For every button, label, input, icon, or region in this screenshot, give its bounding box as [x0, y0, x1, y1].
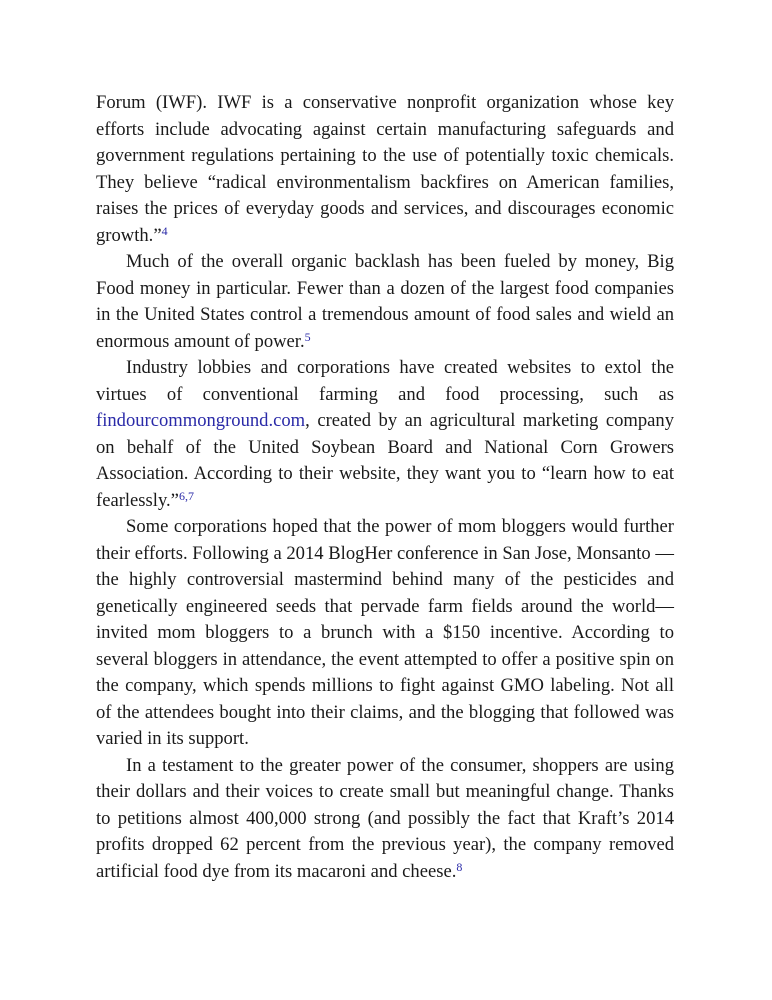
- footnote-4-marker[interactable]: 4: [161, 223, 168, 238]
- paragraph-text: In a testament to the greater power of the consumer, shoppers are using their dollars and their voices to create small but meaningful change. Thanks to petitions almost 400,000 strong (and possibly the fact that Kraft’s 2014 profits dropped 62 percent from the previous year), the company removed artificial food dye from its macaroni and cheese.: [96, 754, 674, 882]
- paragraph-consumer-power: [96, 753, 674, 886]
- footnote-8-marker[interactable]: 8: [456, 859, 463, 874]
- website-link[interactable]: findourcommonground.com: [96, 410, 306, 431]
- paragraph-text: Forum (IWF). IWF is a conservative nonprofit organization whose key efforts include advocating against certain manufacturing safeguards and government regulations pertaining to the use of potentially toxic chemicals. They believe “radical environmentalism backfires on American families, raises the prices of everyday goods and services, and discourages economic growth.”: [96, 92, 674, 246]
- paragraph-text-after: , created by an agricultural marketing company on behalf of the United Soybean Board and National Corn Growers Association. According to their website, they want you to “learn how to eat fearlessly.”: [96, 410, 674, 511]
- paragraph-mom-bloggers: [96, 514, 674, 753]
- paragraph-text: Much of the overall organic backlash has been fueled by money, Big Food money in particular. Fewer than a dozen of the largest food companies in the United States control a tremendous amount of food sales and wield an enormous amount of power.: [96, 251, 674, 352]
- paragraph-iwf: [96, 90, 674, 249]
- footnote-6-7-marker[interactable]: 6,7: [178, 488, 194, 503]
- paragraph-text: Some corporations hoped that the power of mom bloggers would further their efforts. Following a 2014 BlogHer conference in San Jose, Monsanto —the highly controversial mastermind behind many of the pesticides and genetically engineered seeds that pervade farm fields around the world—invited mom bloggers to a brunch with a $150 incentive. According to several bloggers in attendance, the event attempted to offer a positive spin on the company, which spends millions to fight against GMO labeling. Not all of the attendees bought into their claims, and the blogging that followed was varied in its support.: [96, 516, 674, 749]
- document-page: [96, 90, 674, 885]
- paragraph-text-before: Industry lobbies and corporations have created websites to extol the virtues of conventional farming and food processing, such as: [96, 357, 674, 405]
- paragraph-industry-lobbies: [96, 355, 674, 514]
- footnote-5-marker[interactable]: 5: [304, 329, 311, 344]
- paragraph-big-food: [96, 249, 674, 355]
